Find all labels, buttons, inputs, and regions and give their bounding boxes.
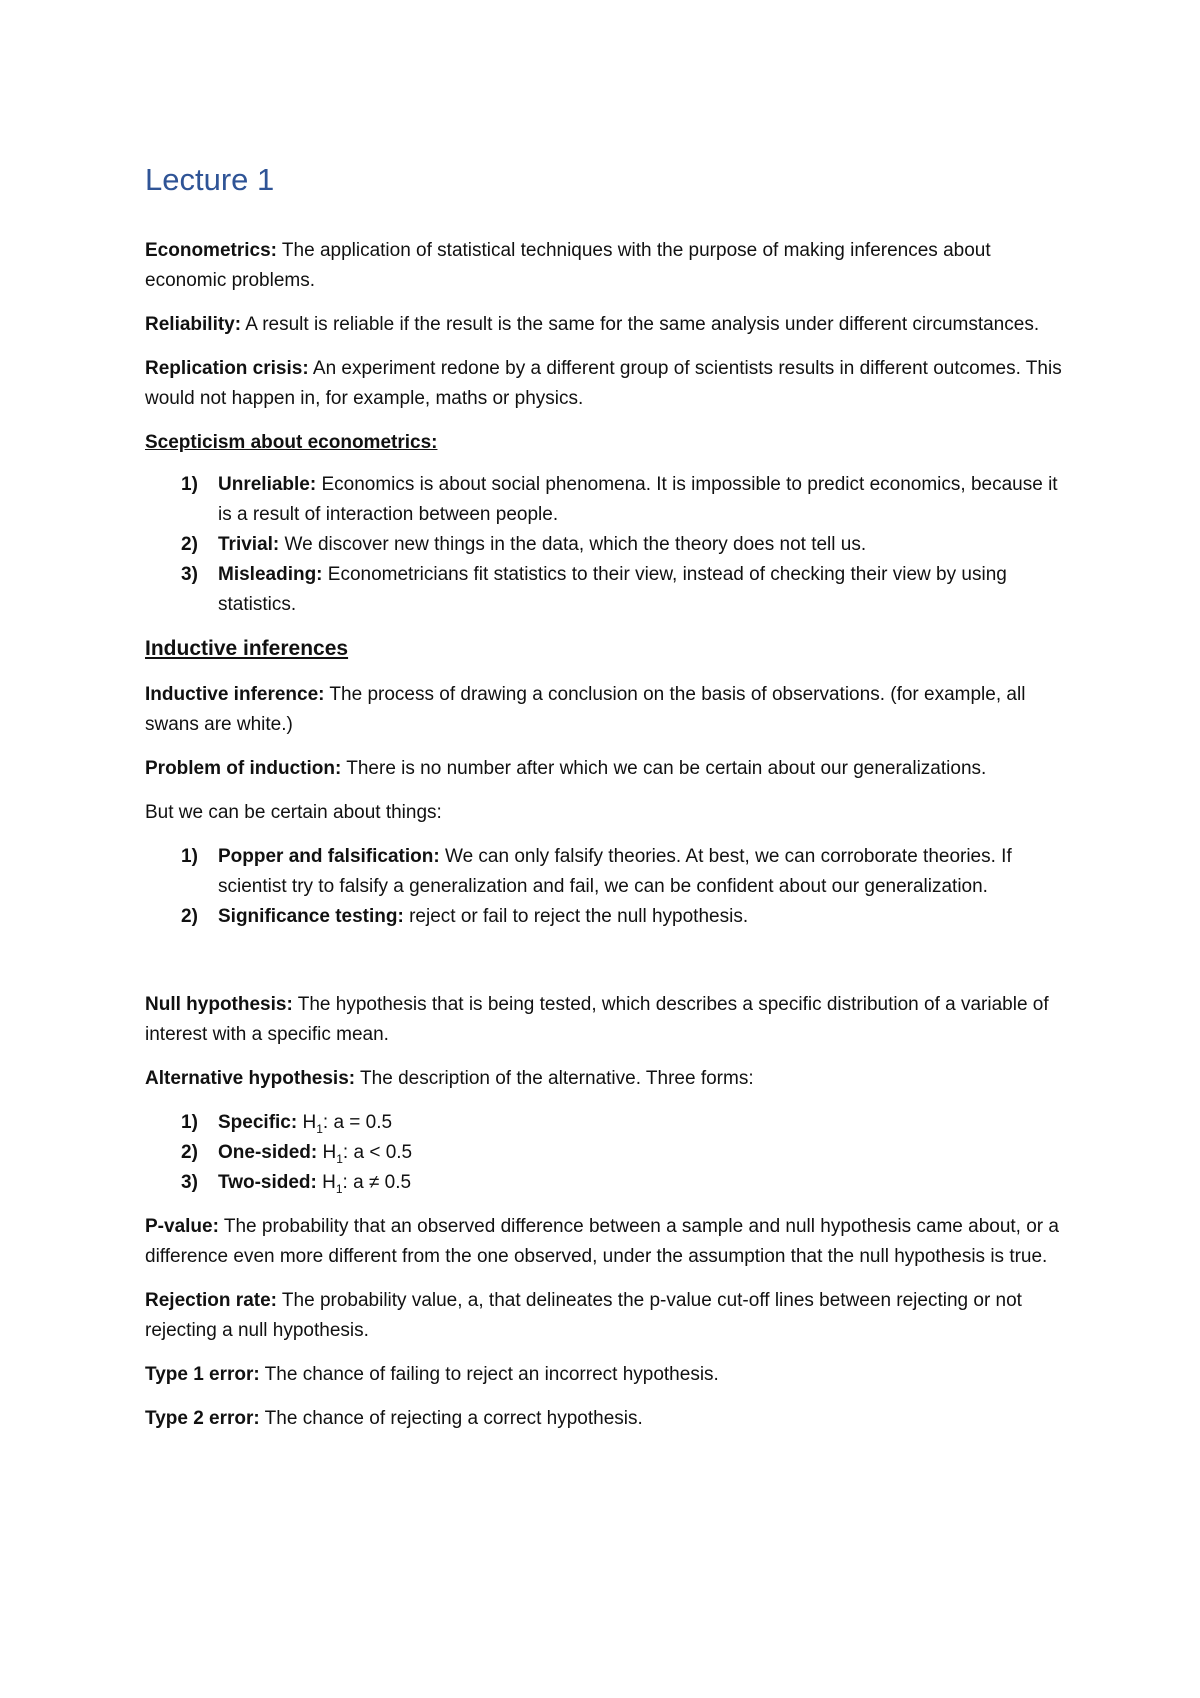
hypothesis-symbol: H [317,1142,337,1163]
definition-term: Inductive inference: [145,684,325,705]
list-term: Misleading: [218,564,323,585]
list-term: Popper and falsification: [218,846,440,867]
definition-problem-of-induction [145,754,1075,784]
definition-term: Type 1 error: [145,1364,260,1385]
list-number: 1) [181,474,198,495]
definition-text: The hypothesis that is being tested, which describes a specific distribution of a variable of interest with a specific mean. [145,994,1049,1045]
list-number: 3) [181,564,198,585]
definition-text: The chance of rejecting a correct hypothesis. [259,1408,643,1429]
list-text: Economics is about social phenomena. It is impossible to predict economics, because it is a result of interaction between people. [218,474,1058,525]
list-item [145,1108,1075,1138]
list-item [145,902,1075,932]
list-item [145,1138,1075,1168]
certainty-list [145,842,1075,932]
definition-alternative-hypothesis [145,1064,1075,1094]
definition-type-2-error [145,1404,1075,1434]
definition-term: Econometrics: [145,240,277,261]
list-number: 1) [181,846,198,867]
definition-type-1-error [145,1360,1075,1390]
hypothesis-subscript: 1 [336,1151,343,1166]
definition-term: Replication crisis: [145,358,309,379]
page-title: Lecture 1 [145,162,275,197]
definition-text: An experiment redone by a different group of scientists results in different outcomes. This would not happen in, for example, maths or physics. [145,358,1062,409]
definition-term: Rejection rate: [145,1290,277,1311]
list-number: 3) [181,1172,198,1193]
hypothesis-subscript: 1 [316,1121,323,1136]
definition-term: Alternative hypothesis: [145,1068,356,1089]
definition-text: The application of statistical techniques with the purpose of making inferences about economic problems. [145,240,991,291]
definition-rejection-rate [145,1286,1075,1346]
list-text: : a = 0.5 [322,1112,393,1133]
definition-text: There is no number after which we can be certain about our generalizations. [341,758,987,779]
definition-text: A result is reliable if the result is the same for the same analysis under different circumstances. [241,314,1040,335]
definition-null-hypothesis [145,990,1075,1050]
list-number: 2) [181,1142,198,1163]
hypothesis-subscript: 1 [335,1181,343,1196]
list-number: 1) [181,1112,198,1133]
definition-text: The chance of failing to reject an incorrect hypothesis. [259,1364,719,1385]
scepticism-list [145,470,1075,620]
hypothesis-symbol: H [316,1172,336,1193]
definition-term: Type 2 error: [145,1408,260,1429]
definition-inductive-inference [145,680,1075,740]
definition-p-value [145,1212,1075,1272]
definition-text: The description of the alternative. Three forms: [355,1068,754,1089]
list-term: Specific: [218,1112,298,1133]
list-term: Two-sided: [218,1172,317,1193]
list-item [145,560,1075,620]
definition-text: The probability value, a, that delineates the p-value cut-off lines between rejecting or not rejecting a null hypothesis. [145,1290,1022,1341]
definition-term: Problem of induction: [145,758,342,779]
list-item [145,530,1075,560]
list-term: Trivial: [218,534,280,555]
definition-reliability [145,310,1075,340]
hypothesis-forms-list [145,1108,1075,1198]
list-text: : a < 0.5 [342,1142,413,1163]
definition-term: Reliability: [145,314,242,335]
definition-econometrics [145,236,1075,296]
scepticism-heading: Scepticism about econometrics: [145,432,438,453]
list-number: 2) [181,534,198,555]
document-content [145,160,1075,1448]
definition-text: The probability that an observed difference between a sample and null hypothesis came about, or a difference even more different from the one observed, under the assumption that the null hypothesis is true. [145,1216,1059,1267]
definition-term: Null hypothesis: [145,994,293,1015]
list-term: Significance testing: [218,906,404,927]
list-item [145,470,1075,530]
definition-term: P-value: [145,1216,219,1237]
definition-replication-crisis [145,354,1075,414]
section-heading-inductive: Inductive inferences [145,637,349,660]
list-text: reject or fail to reject the null hypothesis. [403,906,749,927]
list-text: : a ≠ 0.5 [342,1172,412,1193]
blank-spacer [145,946,1075,990]
list-item [145,842,1075,902]
list-term: Unreliable: [218,474,317,495]
list-item [145,1168,1075,1198]
list-text: We discover new things in the data, which the theory does not tell us. [279,534,867,555]
hypothesis-symbol: H [297,1112,317,1133]
list-term: One-sided: [218,1142,318,1163]
list-number: 2) [181,906,198,927]
list-text: Econometricians fit statistics to their view, instead of checking their view by using statistics. [218,564,1007,615]
list-text: We can only falsify theories. At best, we can corroborate theories. If scientist try to falsify a generalization and fail, we can be confident about our generalization. [218,846,1012,897]
certain-text: But we can be certain about things: [145,802,442,823]
definition-text: The process of drawing a conclusion on the basis of observations. (for example, all swans are white.) [145,684,1026,735]
